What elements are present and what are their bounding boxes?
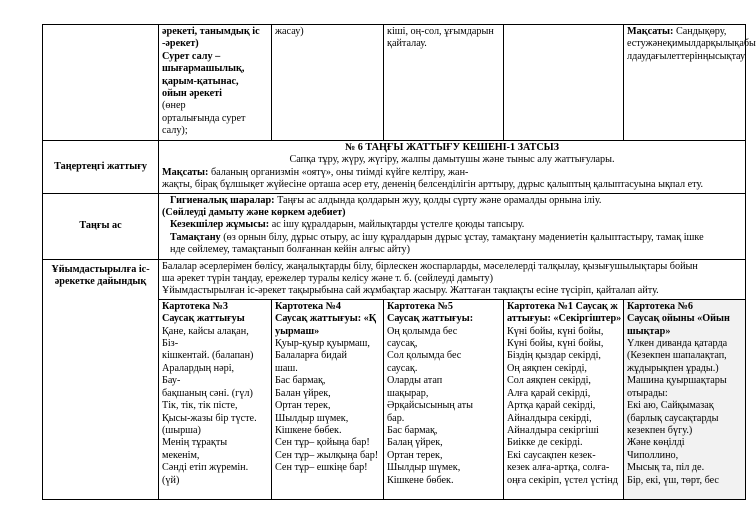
speech-note: (Сөйлеуді дамыту және көркем әдебиет) [162,207,346,219]
food-line [162,232,742,244]
card-cell-4 [504,299,624,499]
hygiene-line [162,195,742,207]
card-line: (Кезекпен шапалақтап, [627,350,727,362]
org-activity-intro [159,259,746,299]
exercise-goal-line [162,167,742,179]
card-line: Екі саусақпен кезек- [507,449,596,461]
card-line: Бау- [162,375,181,387]
task-cell [272,25,384,141]
activity-line: (өнер [162,100,186,112]
goal-line-3: лдаудағылеттерінңысықтау [627,50,746,62]
card-line: шаш. [275,362,298,374]
empty-cell [504,25,624,141]
plan-table [42,24,756,500]
card-line: Балаларға бидай [275,350,347,362]
card-line: Биікке де секірді. [507,437,583,449]
card-line: отырады: [627,387,668,399]
card-line: Бір, екі, үш, төрт, бес [627,474,719,486]
card-line: Сол қолымда бес [387,350,462,362]
card-title: Саусақ жаттығуы: «Қ [275,313,377,325]
card-title: Картотека №3 [162,300,228,312]
card-line: Менің тұрақты [162,437,228,449]
finger-exercise-card-4 [275,301,380,475]
goal-line-1 [627,26,742,38]
activity-line: Сурет салу – [162,50,221,62]
org-activity-label-2: әрекетке дайындық [54,276,147,288]
card-cell-3 [384,299,504,499]
card-line: Айналдыра секірді, [507,412,592,424]
card-line: жұдырықпен ұрады.) [627,362,719,374]
card-line: Чиполлино, [627,449,679,461]
card-line: Біздің қыздар секірді, [507,350,601,362]
card-title: Картотека №1 Саусақ ж [507,300,618,312]
breakfast-content [159,193,746,259]
card-line: Кішкене бөбек. [387,474,454,486]
card-line: Шылдыр шүмек, [387,462,461,474]
card-line: (барлық саусақтарды [627,412,719,424]
card-line: Алға қарай секірді, [507,387,591,399]
card-line: Қуыр-қуыр қуырмаш, [275,338,370,350]
card-title: Саусақ ойыны «Ойын [627,313,730,325]
activity-cell [159,25,272,141]
card-line: Сәнді етіп жүремін. [162,462,249,474]
card-cell-5 [624,299,746,499]
goal-cell [624,25,756,141]
card-line: Күні бойы, күні бойы, [507,338,604,350]
exercise-goal-line-2: жақты, бірақ бұлшықет жүйесіне орташа әсер ету, дененің белсенділігін арттыру, дұрыс қалыптың қалыптасуына ықпал ету. [162,179,704,191]
card-line: Бас бармақ, [387,424,438,436]
card-line: саусақ. [387,362,418,374]
card-line: Сен тұр– ешкіңе бар! [275,462,368,474]
exercise-goal-text: баланың организмін «оятү», оны тиімді күйге келтіру, жан- [208,166,469,178]
card-line: (шырша) [162,424,201,436]
activity-line: шығармашылық, [162,63,245,75]
org-activity-label [43,259,159,499]
task-text: жасау) [275,26,304,37]
org-activity-label-1: Ұйымдастырылға іс- [51,263,150,275]
duty-text: ас ішу құралдарын, майлықтарды үстелге қоюды тапсыру. [269,219,525,231]
card-line: оңға секіріп, үстел үстінд [507,474,618,486]
card-line: Тік, тік, тік пісте, [162,400,238,412]
card-title: уырмаш» [275,325,320,337]
card-line: Оларды атап [387,375,443,387]
card-title: шықтар» [627,325,671,337]
card-line: Күні бойы, күні бойы, [507,325,604,337]
card-line: Балан үйрек, [275,387,331,399]
morning-exercise-content [159,141,746,194]
activity-line: әрекеті, танымдық іс [162,26,260,37]
card-line: Және көңілді [627,437,685,449]
math-cell [384,25,504,141]
morning-exercise-row [43,141,746,194]
continuation-label-cell [43,25,159,141]
card-cell-1 [159,299,272,499]
card-line: Сен тұр– қойыңа бар! [275,437,370,449]
card-line: Ортан терек, [275,400,331,412]
org-intro-line-3: Ұйымдастырылған іс-әрекет тақырыбына сай жұмбақтар жасыру. Жаттаған тақпақты есіне түсіріп, қайталап айту. [162,285,659,297]
card-line: саусақ, [387,338,418,350]
activity-line: салу); [162,125,188,137]
activity-line: -әрекет) [162,38,199,50]
exercise-goal-prefix: Мақсаты: [162,166,209,178]
card-line: Ортан терек, [387,449,443,461]
card-line: Машина қуыршақтары [627,375,727,387]
card-title: Саусақ жаттығуы [162,313,245,325]
card-line: Мысық та, піл де. [627,462,705,474]
food-line-2: нде сөйлемеу, тамақтанып болғаннан кейін алғыс айту) [170,244,411,256]
org-intro-line-1: Балалар әсерлерімен бөлісу, жаңалықтарды білу, бірлескен жоспарларды, мәселелерді талқылау, қызығушылықтары бойын [162,260,698,272]
goal-line-2: естужәнеқимылдарқылықабы [627,38,756,50]
activity-line: қарым-қатынас, [162,75,239,87]
card-line: (үй) [162,474,180,486]
continuation-row [43,25,746,141]
card-line: Қане, кайсы алақан, [162,325,249,337]
card-line: Біз- [162,338,179,350]
card-line: Айналдыра секіргіші [507,424,599,436]
card-line: Оң қолымда бес [387,325,458,337]
goal-prefix: Мақсаты: [627,26,674,37]
card-cell-2 [272,299,384,499]
card-line: Бас бармақ, [275,375,326,387]
card-line: Екі аю, Сайқымазақ [627,400,714,412]
food-prefix: Тамақтану [170,231,221,243]
exercise-line: Сапқа тұру, жүру, жүгіру, жалпы дамытушы және тыныс алу жаттығулары. [289,154,615,166]
card-line: Шылдыр шүмек, [275,412,349,424]
breakfast-label: Таңғы ас [43,193,159,259]
finger-game-card-6 [627,301,742,487]
card-title: аттығуы: «Секіргіштер» [507,313,622,325]
finger-exercise-card-3 [162,301,268,487]
hygiene-text: Таңғы ас алдында қолдарын жуу, қолды сүрту және орамалды орнына іліу. [274,194,602,206]
breakfast-row [43,193,746,259]
card-line: Аралардың нәрі, [162,362,235,374]
finger-exercise-card-5 [387,301,500,487]
card-line: шақырар, [387,387,429,399]
activity-line: орталығында сурет [162,112,246,124]
card-title: Картотека №4 [275,300,341,312]
org-activity-intro-row [43,259,746,299]
card-line: бақшаның сәні. (гүл) [162,387,253,399]
card-line: кезек алға-артқа, солға- [507,462,610,474]
card-line: Оң аяқпен секірді, [507,362,587,374]
duty-prefix: Кезекшілер жұмысы: [170,219,270,231]
math-line-1: кіші, оң-сол, ұғымдарын [387,26,494,37]
card-line: Кішкене бөбек. [275,424,342,436]
card-title: Саусақ жаттығуы: [387,313,474,325]
card-line: Сен тұр– жылқыңа бар! [275,449,379,461]
food-text: (өз орнын білу, дұрыс отыру, ас ішу құралдарын дұрыс ұстау, тамақтану мәдениетін қалыптастыру, тамақ ішке [220,231,704,243]
math-line-2: қайталау. [387,38,427,50]
card-line: Үлкен диванда қатарда [627,338,728,350]
card-line: Сол аяқпен секірді, [507,375,591,387]
card-line: кішкентай. (балапан) [162,350,254,362]
card-line: мекенім, [162,449,200,461]
finger-exercise-card-1 [507,301,620,487]
hygiene-prefix: Гигиеналық шаралар: [170,194,275,206]
duty-line [162,219,742,231]
morning-exercise-label: Таңертеңгі жаттығу [43,141,159,194]
card-line: бар. [387,412,405,424]
card-title: Картотека №6 [627,300,693,312]
goal-rest: Сандықөру, [673,26,727,37]
card-line: Балаң үйрек, [387,437,443,449]
card-line: кезекпен бүгу.) [627,424,693,436]
card-line: Қысы-жазы бір түсте. [162,412,257,424]
card-title: Картотека №5 [387,300,453,312]
activity-description [162,26,268,138]
exercise-title: № 6 ТАҢҒЫ ЖАТТЫҒУ КЕШЕНІ-1 ЗАТСЫЗ [344,142,560,153]
card-line: Әрқайсысының аты [387,400,473,412]
org-intro-line-2: ша әрекет түрін таңдау, ережелер туралы келісу және т. б. (сөйлеуді дамыту) [162,273,493,285]
activity-line: ойын әрекеті [162,88,223,100]
card-line: Артқа қарай секірді, [507,400,596,412]
